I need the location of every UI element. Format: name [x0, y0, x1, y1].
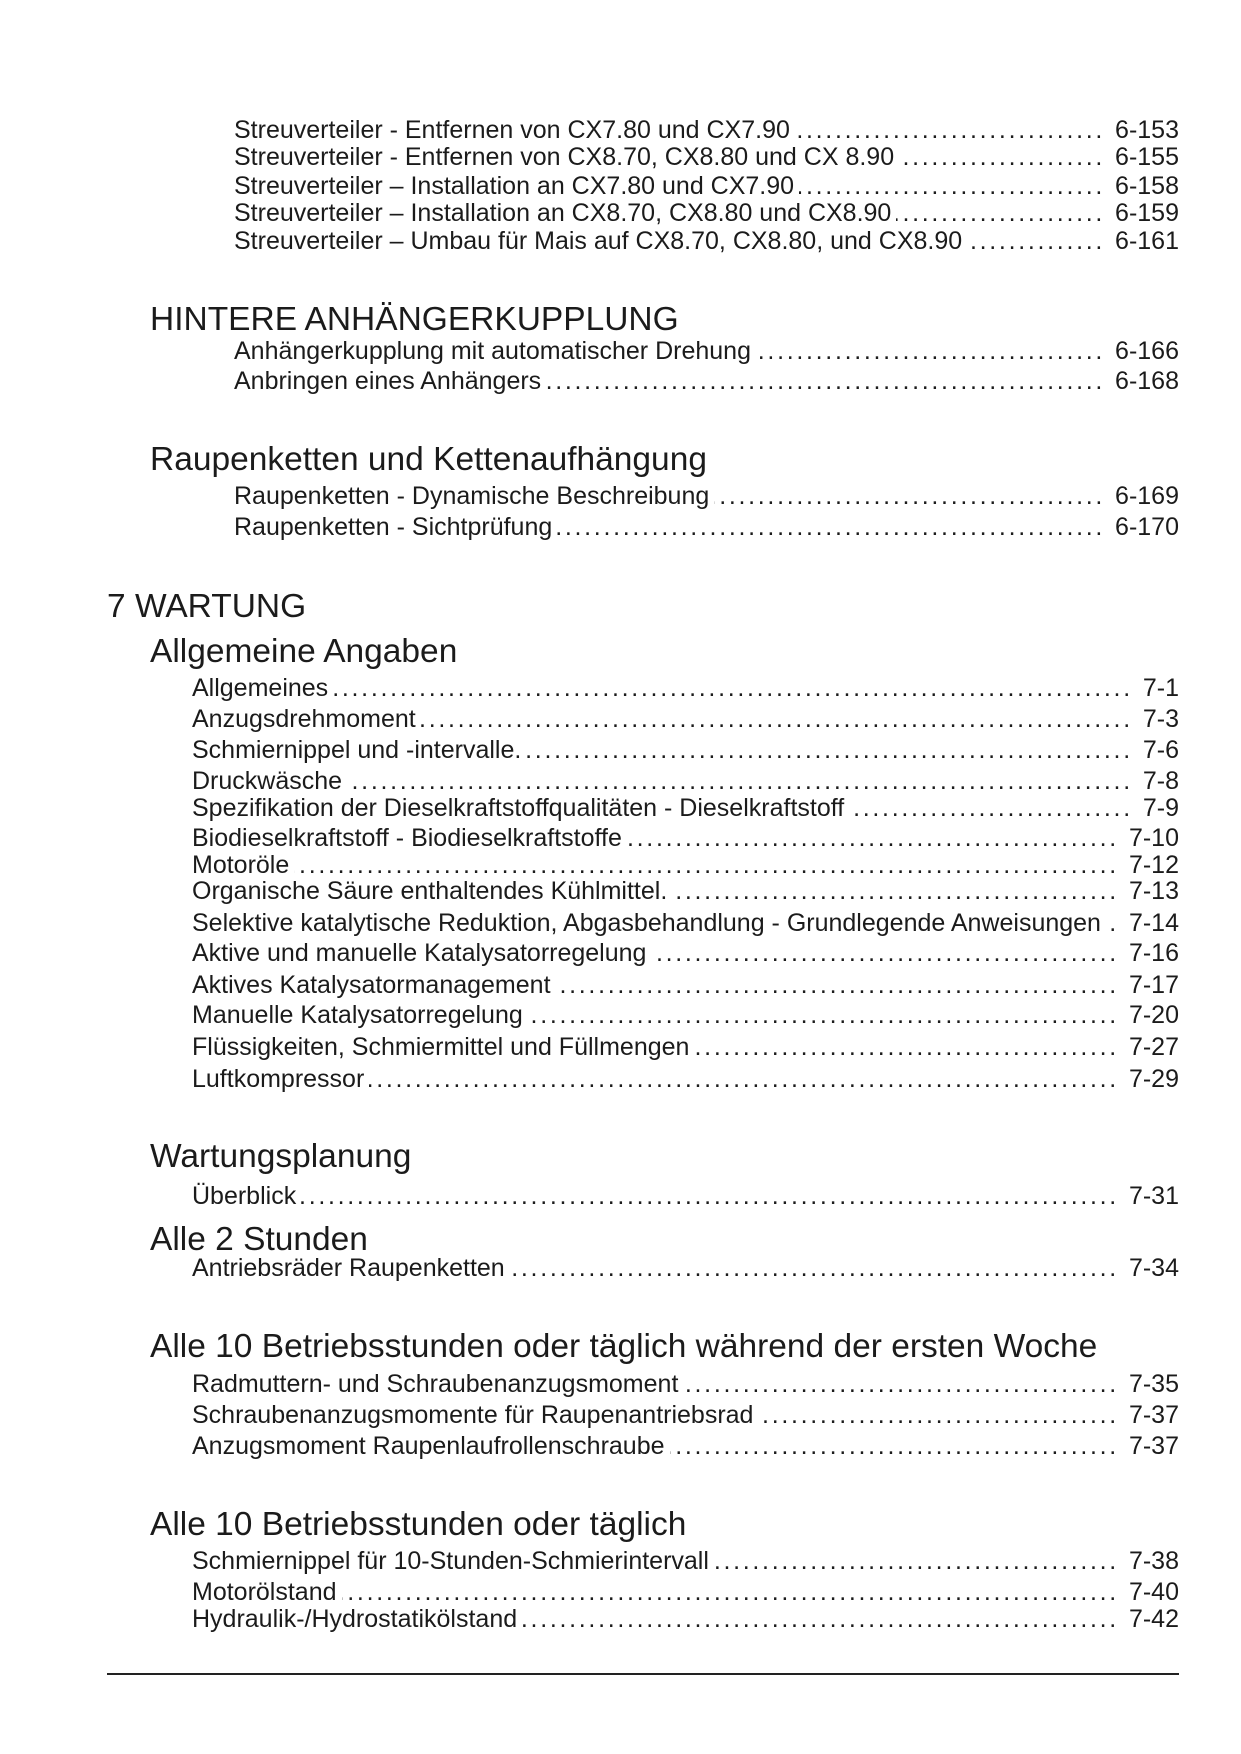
- toc-entry[interactable]: [192, 673, 1179, 703]
- dot-leader: [672, 876, 1119, 906]
- toc-entry-page: 7-9: [1142, 794, 1179, 822]
- dot-leader: [526, 735, 1133, 765]
- toc-entry[interactable]: [192, 1431, 1179, 1461]
- toc-entry-title: Luftkompressor: [192, 1065, 365, 1093]
- dot-leader: [651, 938, 1119, 968]
- toc-entry-page: 7-27: [1128, 1033, 1179, 1061]
- toc-entry-page: 7-34: [1128, 1254, 1179, 1282]
- toc-entry-page: 7-1: [1142, 674, 1179, 702]
- dot-leader: [522, 1604, 1119, 1634]
- toc-entry-title: Raupenketten - Dynamische Beschreibung: [234, 482, 710, 510]
- toc-entry[interactable]: [234, 198, 1179, 228]
- toc-entry-page: 7-37: [1128, 1401, 1179, 1429]
- dot-leader: [899, 142, 1105, 172]
- dot-leader: [347, 766, 1133, 796]
- toc-entry-page: 6-168: [1115, 367, 1179, 395]
- toc-entry-title: Selektive katalytische Reduktion, Abgasbehandlung - Grundlegende Anweisungen: [192, 909, 1101, 937]
- section-heading: Raupenketten und Kettenaufhängung: [150, 441, 707, 478]
- dot-leader: [546, 366, 1105, 396]
- dot-leader: [333, 673, 1133, 703]
- toc-entry-title: Streuverteiler - Entfernen von CX8.70, CX8.80 und CX 8.90: [234, 143, 895, 171]
- toc-entry-title: Anhängerkupplung mit automatischer Drehung: [234, 337, 751, 365]
- toc-entry-page: 7-20: [1128, 1001, 1179, 1029]
- toc-entry-title: Hydraulik-/Hydrostatikölstand: [192, 1605, 518, 1633]
- toc-entry-title: Anzugsdrehmoment: [192, 705, 416, 733]
- dot-leader: [756, 336, 1105, 366]
- toc-entry-page: 7-31: [1128, 1182, 1179, 1210]
- dot-leader: [510, 1253, 1119, 1283]
- section-heading: Wartungsplanung: [150, 1138, 412, 1175]
- toc-entry[interactable]: [234, 142, 1179, 172]
- toc-entry[interactable]: [192, 1032, 1179, 1062]
- toc-entry[interactable]: [192, 735, 1179, 765]
- dot-leader: [683, 1369, 1119, 1399]
- toc-entry-page: 6-153: [1115, 116, 1179, 144]
- toc-entry-title: Streuverteiler - Entfernen von CX7.80 und CX7.90: [234, 116, 790, 144]
- toc-entry-page: 7-3: [1142, 705, 1179, 733]
- toc-entry-page: 7-42: [1128, 1605, 1179, 1633]
- toc-entry-page: 6-166: [1115, 337, 1179, 365]
- toc-entry-page: 7-14: [1128, 909, 1179, 937]
- toc-entry[interactable]: [192, 1604, 1179, 1634]
- dot-leader: [421, 704, 1133, 734]
- toc-entry[interactable]: [192, 1064, 1179, 1094]
- toc-entry-page: 6-159: [1115, 199, 1179, 227]
- toc-entry-page: 7-10: [1128, 824, 1179, 852]
- section-heading: Alle 2 Stunden: [150, 1221, 368, 1258]
- toc-entry[interactable]: [192, 766, 1179, 796]
- toc-entry-title: Allgemeines: [192, 674, 329, 702]
- toc-entry-page: 7-8: [1142, 767, 1179, 795]
- toc-entry[interactable]: [234, 481, 1179, 511]
- dot-leader: [795, 115, 1105, 145]
- toc-entry-page: 7-38: [1128, 1547, 1179, 1575]
- toc-entry[interactable]: [192, 1577, 1179, 1607]
- toc-entry-page: 6-158: [1115, 172, 1179, 200]
- dot-leader: [369, 1064, 1119, 1094]
- dot-leader: [714, 1546, 1119, 1576]
- toc-entry-page: 7-6: [1142, 736, 1179, 764]
- toc-entry-page: 7-12: [1128, 851, 1179, 879]
- toc-entry[interactable]: [192, 793, 1179, 823]
- toc-entry-page: 7-17: [1128, 971, 1179, 999]
- toc-entry[interactable]: [234, 115, 1179, 145]
- dot-leader: [528, 1000, 1119, 1030]
- toc-entry[interactable]: [234, 171, 1179, 201]
- toc-entry[interactable]: [192, 1181, 1179, 1211]
- toc-entry[interactable]: [192, 1400, 1179, 1430]
- toc-entry-page: 7-40: [1128, 1578, 1179, 1606]
- section-heading: Alle 10 Betriebsstunden oder täglich während der ersten Woche: [150, 1328, 1098, 1365]
- toc-entry[interactable]: [192, 908, 1179, 938]
- toc-entry[interactable]: [192, 1369, 1179, 1399]
- section-heading: HINTERE ANHÄNGERKUPPLUNG: [150, 301, 679, 338]
- dot-leader: [1106, 908, 1119, 938]
- toc-entry-title: Anbringen eines Anhängers: [234, 367, 542, 395]
- toc-entry-title: Anzugsmoment Raupenlaufrollenschraube: [192, 1432, 665, 1460]
- dot-leader: [557, 512, 1105, 542]
- section-heading: Alle 10 Betriebsstunden oder täglich: [150, 1506, 687, 1543]
- dot-leader: [849, 793, 1133, 823]
- toc-entry-title: Streuverteiler – Umbau für Mais auf CX8.70, CX8.80, und CX8.90: [234, 227, 963, 255]
- toc-entry-title: Antriebsräder Raupenketten: [192, 1254, 505, 1282]
- toc-entry[interactable]: [234, 226, 1179, 256]
- toc-entry[interactable]: [192, 938, 1179, 968]
- toc-entry-title: Aktive und manuelle Katalysatorregelung: [192, 939, 647, 967]
- toc-entry-page: 7-16: [1128, 939, 1179, 967]
- chapter-title: 7 WARTUNG: [107, 588, 307, 625]
- dot-leader: [694, 1032, 1119, 1062]
- toc-entry-title: Radmuttern- und Schraubenanzugsmoment: [192, 1370, 679, 1398]
- toc-entry-title: Schmiernippel und -intervalle.: [192, 736, 522, 764]
- section-heading: Allgemeine Angaben: [150, 633, 458, 670]
- toc-entry-title: Überblick: [192, 1182, 297, 1210]
- dot-leader: [342, 1577, 1119, 1607]
- toc-entry-title: Motoröle: [192, 851, 290, 879]
- toc-entry-page: 7-37: [1128, 1432, 1179, 1460]
- toc-entry-title: Schraubenanzugsmomente für Raupenantriebsrad: [192, 1401, 754, 1429]
- toc-entry[interactable]: [234, 512, 1179, 542]
- toc-entry-title: Schmiernippel für 10-Stunden-Schmierintervall: [192, 1547, 709, 1575]
- toc-entry-title: Spezifikation der Dieselkraftstoffqualitäten - Dieselkraftstoff: [192, 794, 845, 822]
- dot-leader: [627, 823, 1119, 853]
- toc-entry[interactable]: [234, 336, 1179, 366]
- toc-entry[interactable]: [192, 1000, 1179, 1030]
- dot-leader: [967, 226, 1105, 256]
- toc-entry-title: Aktives Katalysatormanagement: [192, 971, 551, 999]
- dot-leader: [799, 171, 1105, 201]
- toc-entry-page: 6-155: [1115, 143, 1179, 171]
- toc-entry-title: Flüssigkeiten, Schmiermittel und Füllmengen: [192, 1033, 690, 1061]
- dot-leader: [896, 198, 1105, 228]
- toc-entry-title: Raupenketten - Sichtprüfung: [234, 513, 553, 541]
- toc-entry-title: Organische Säure enthaltendes Kühlmittel.: [192, 877, 668, 905]
- toc-entry[interactable]: [192, 823, 1179, 853]
- toc-entry-title: Biodieselkraftstoff - Biodieselkraftstoffe: [192, 824, 622, 852]
- toc-entry[interactable]: [192, 1546, 1179, 1576]
- toc-entry-page: 6-170: [1115, 513, 1179, 541]
- toc-entry-page: 7-29: [1128, 1065, 1179, 1093]
- toc-entry-title: Streuverteiler – Installation an CX8.70, CX8.80 und CX8.90: [234, 199, 892, 227]
- footer-rule: [107, 1673, 1179, 1675]
- dot-leader: [714, 481, 1105, 511]
- dot-leader: [301, 1181, 1119, 1211]
- toc-entry-page: 7-13: [1128, 877, 1179, 905]
- toc-entry-title: Motorölstand: [192, 1578, 337, 1606]
- toc-entry[interactable]: [234, 366, 1179, 396]
- toc-entry-title: Manuelle Katalysatorregelung: [192, 1001, 523, 1029]
- toc-entry-page: 6-169: [1115, 482, 1179, 510]
- toc-entry[interactable]: [192, 1253, 1179, 1283]
- dot-leader: [556, 970, 1119, 1000]
- toc-entry[interactable]: [192, 876, 1179, 906]
- dot-leader: [758, 1400, 1118, 1430]
- toc-entry[interactable]: [192, 704, 1179, 734]
- dot-leader: [670, 1431, 1119, 1461]
- toc-entry-page: 6-161: [1115, 227, 1179, 255]
- toc-entry-title: Druckwäsche: [192, 767, 343, 795]
- toc-entry-title: Streuverteiler – Installation an CX7.80 und CX7.90: [234, 172, 795, 200]
- toc-entry[interactable]: [192, 970, 1179, 1000]
- toc-entry-page: 7-35: [1128, 1370, 1179, 1398]
